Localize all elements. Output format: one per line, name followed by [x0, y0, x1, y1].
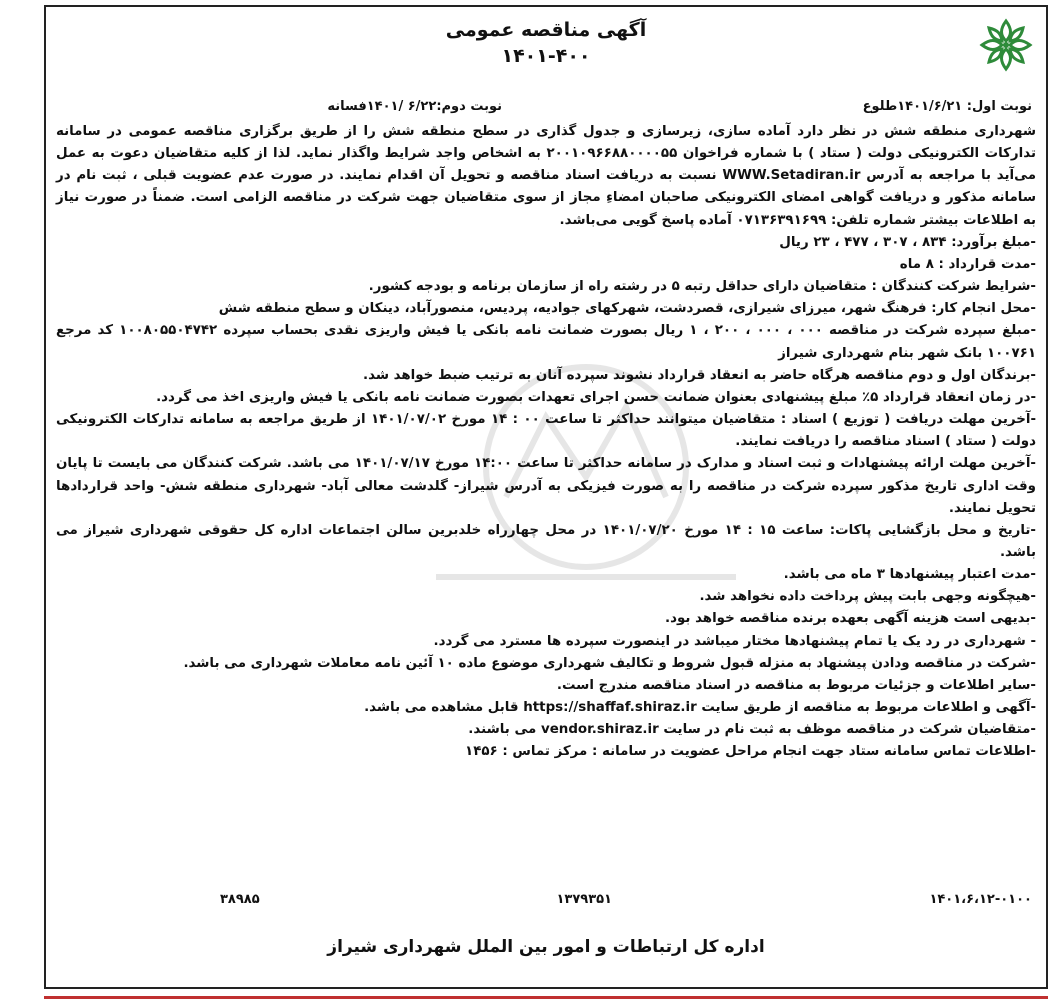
- clause-documents-deadline: -آخرین مهلت دریافت ( توزیع ) اسناد : متقاضیان میتوانند حداکثر تا ساعت ۰۰ : ۱۴ مورخ ۱۴۰۱/۰۷/۰۲ از طریق مراجعه به سامانه تدارکات الکترونیکی دولت ( ستاد ) اسناد مناقصه را دریافت نمایند.: [56, 412, 1037, 450]
- clause-estimate: -مبلغ برآورد: ۸۳۴ ، ۳۰۷ ، ۴۷۷ ، ۲۳ ریال: [779, 234, 1036, 250]
- bottom-rule: [44, 996, 1048, 999]
- second-issue: نوبت دوم:۶/۲۲ /۱۴۰۱فسانه: [327, 99, 502, 114]
- clause-rejection: - شهرداری در رد یک یا تمام پیشنهادها مختار میباشد در اینصورت سپرده ها مسترد می گردد.: [433, 633, 1036, 649]
- clause-submission-deadline: -آخرین مهلت ارائه پیشنهادات و ثبت اسناد و مدارک در سامانه حداکثر تا ساعت ۱۴:۰۰ مورخ ۱۴۰۱/۰۷/۱۷ می باشد. شرکت کنندگان می بایست تا پایان وقت اداری تاریخ مذکور سپرده شرکت در مناقصه را به صورت فیزیکی به آدرس شیراز- گلدشت معالی آباد- شهرداری منطقه شش- واحد قراردادها تحویل نمایند.: [56, 456, 1036, 516]
- clause-ad-cost: -بدیهی است هزینه آگهی بعهده برنده مناقصه خواهد بود.: [665, 611, 1036, 627]
- clause-acceptance: -شرکت در مناقصه ودادن پیشنهاد به منزله قبول شروط و تکالیف شهرداری موضوع ماده ۱۰ آئین نامه معاملات شهرداری می باشد.: [183, 655, 1036, 671]
- clause-location: -محل انجام کار: فرهنگ شهر، میرزای شیرازی، قصردشت، شهرکهای جوادیه، پردیس، منصورآباد، دینکان و سطح منطقه شش: [218, 301, 1036, 317]
- clause-registration: -متقاضیان شرکت در مناقصه موظف به ثبت نام در سایت vendor.shiraz.ir می باشند.: [468, 722, 1036, 738]
- notice-body: [56, 121, 1036, 764]
- footer-codes: [60, 892, 1032, 914]
- intro-paragraph: شهرداری منطقه شش در نظر دارد آماده سازی، زیرسازی و جدول گذاری در سطح منطقه شش را از طریق برگزاری مناقصه عمومی در سامانه تدارکات الکترونیکی دولت ( ستاد ) با شماره فراخوان ۲۰۰۱۰۹۶۶۸۸۰۰۰۰۵۵ به اشخاص واجد شرایط واگذار نماید. لذا از کلیه متقاضیان دعوت به عمل می‌آید با مراجعه به آدرس WWW.Setadiran.ir نسبت به دریافت اسناد مناقصه و تحویل آن اقدام نمایند. در صورت عدم عضویت قبلی ، ثبت نام در سامانه مذکور و دریافت گواهی امضای الکترونیکی صاحبان امضاءِ مجاز از سوی متقاضیان جهت شرکت در مناقصه الزامی است. ضمناً در صورت نیاز به اطلاعات بیشتر شماره تلفن: ۰۷۱۳۶۳۹۱۶۹۹ آماده پاسخ گویی می‌باشد.: [56, 124, 1036, 228]
- clause-contact: -اطلاعات تماس سامانه ستاد جهت انجام مراحل عضویت در سامانه : مرکز تماس : ۱۴۵۶: [465, 744, 1036, 760]
- clause-prepayment: -هیچگونه وجهی بابت پیش پرداخت داده نخواهد شد.: [699, 589, 1036, 605]
- clause-other-info: -سایر اطلاعات و جزئیات مربوط به مناقصه در اسناد مناقصه مندرج است.: [556, 677, 1036, 693]
- footer-code-mid: ۱۳۷۹۳۵۱: [556, 892, 612, 907]
- notice-title: آگهی مناقصه عمومی: [445, 19, 647, 41]
- clause-winners: -برندگان اول و دوم مناقصه هرگاه حاضر به انعقاد قرارداد نشوند سپرده آنان به ترتیب ضبط خواهد شد.: [363, 367, 1036, 383]
- clause-deposit: -مبلغ سپرده شرکت در مناقصه ۰۰۰ ، ۰۰۰ ، ۲۰۰ ، ۱ ریال بصورت ضمانت نامه بانکی یا فیش واریزی نقدی بحساب سپرده ۱۰۰۸۰۵۵۰۴۷۴۲ کد مرجع ۱۰۰۷۶۱ بانک شهر بنام شهرداری شیراز: [56, 323, 1037, 361]
- clause-duration: -مدت قرارداد : ۸ ماه: [899, 256, 1036, 272]
- clause-opening: -تاریخ و محل بازگشایی پاکات: ساعت ۱۵ : ۱۴ مورخ ۱۴۰۱/۰۷/۲۰ در محل چهارراه خلدبرین سالن اجتماعات اداره کل حقوقی شهرداری شیراز می باشد.: [56, 522, 1036, 560]
- notice-frame: [44, 5, 1048, 989]
- first-issue: نوبت اول: ۱۴۰۱/۶/۲۱طلوع: [862, 99, 1032, 114]
- footer-code-left: ۳۸۹۸۵: [220, 892, 260, 907]
- clause-conditions: -شرایط شرکت کنندگان : متقاضیان دارای حداقل رتبه ۵ در رشته راه از سازمان برنامه و بودجه کشور.: [368, 279, 1036, 295]
- clause-website: -آگهی و اطلاعات مربوط به مناقصه از طریق سایت https://shaffaf.shiraz.ir قابل مشاهده می باشد.: [364, 700, 1036, 716]
- footer-code-date: ۱۴۰۱،۶،۱۲-۰۱۰۰: [929, 892, 1032, 907]
- notice-header: [46, 17, 1046, 69]
- notice-number: ۱۴۰۱-۴۰۰: [501, 45, 591, 67]
- issue-dates: [60, 99, 1032, 121]
- office-signature: اداره کل ارتباطات و امور بین الملل شهرداری شیراز: [327, 937, 765, 957]
- clause-guarantee: -در زمان انعقاد قرارداد ۵٪ مبلغ پیشنهادی بعنوان ضمانت حسن اجرای تعهدات بصورت ضمانت نامه بانکی یا فیش واریزی اخذ می گردد.: [156, 389, 1036, 405]
- clause-validity: -مدت اعتبار پیشنهادها ۳ ماه می باشد.: [783, 567, 1036, 583]
